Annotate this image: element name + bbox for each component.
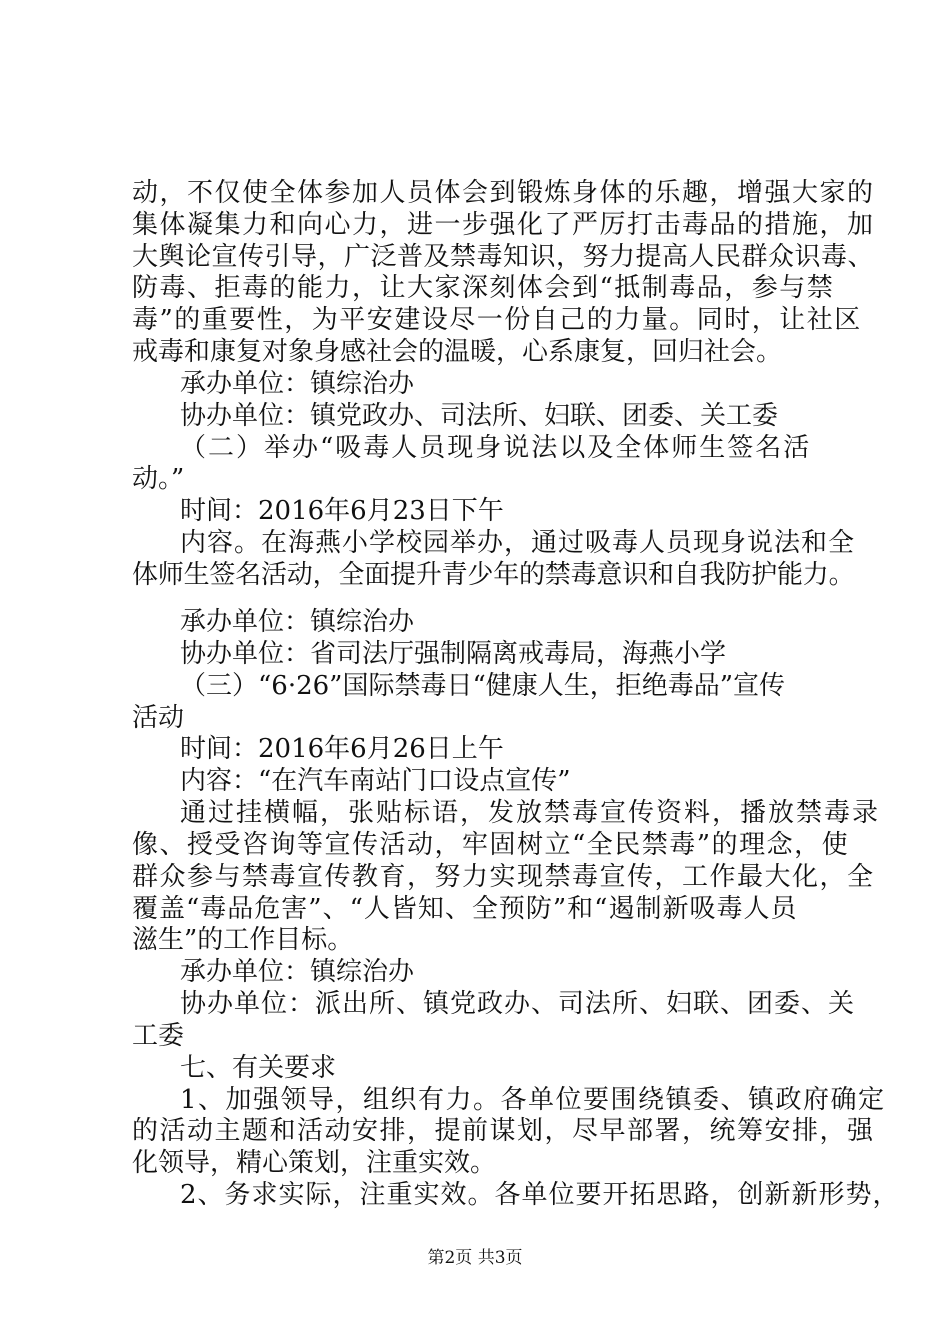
organizer-line: 承办单位：镇综治办 bbox=[180, 369, 415, 399]
time-line: 时间：2016年6月26日上午 bbox=[180, 734, 504, 764]
page-number-label: 第2页 共3页 bbox=[427, 1248, 523, 1268]
paragraph-line: 戒毒和康复对象身感社会的温暖，心系康复，回归社会。 bbox=[132, 337, 783, 367]
organizer-line: 承办单位：镇综治办 bbox=[180, 607, 415, 637]
co-organizer-line: 协办单位：镇党政办、司法所、妇联、团委、关工委 bbox=[180, 401, 779, 431]
paragraph-line: 毒”的重要性，为平安建设尽一份自己的力量。同时，让社区 bbox=[132, 305, 862, 335]
paragraph-line: 工委 bbox=[132, 1021, 185, 1051]
paragraph-line: 化领导，精心策划，注重实效。 bbox=[132, 1148, 497, 1178]
section-heading-3: （三）“6·26”国际禁毒日“健康人生，拒绝毒品”宣传 bbox=[180, 671, 786, 701]
paragraph-line: 体师生签名活动，全面提升青少年的禁毒意识和自我防护能力。 bbox=[132, 560, 855, 590]
time-line: 时间：2016年6月23日下午 bbox=[180, 496, 504, 526]
requirement-item-1: 1、加强领导，组织有力。各单位要围绕镇委、镇政府确定 bbox=[180, 1085, 886, 1115]
paragraph-line: 动，不仅使全体参加人员体会到锻炼身体的乐趣，增强大家的 bbox=[132, 178, 875, 208]
paragraph-line: 覆盖“毒品危害”、“人皆知、全预防”和“遏制新吸毒人员 bbox=[132, 894, 798, 924]
page-footer bbox=[0, 1247, 950, 1269]
paragraph-line: 防毒、拒毒的能力，让大家深刻体会到“抵制毒品，参与禁 bbox=[132, 273, 835, 303]
paragraph-line: 通过挂横幅，张贴标语，发放禁毒宣传资料，播放禁毒录 bbox=[180, 798, 881, 828]
section-heading-2: （二）举办“吸毒人员现身说法以及全体师生签名活 bbox=[180, 433, 812, 463]
paragraph-line: 滋生”的工作目标。 bbox=[132, 925, 354, 955]
content-line: 内容。在海燕小学校园举办，通过吸毒人员现身说法和全 bbox=[180, 528, 856, 558]
paragraph-line: 的活动主题和活动安排，提前谋划，尽早部署，统筹安排，强 bbox=[132, 1116, 875, 1146]
content-line: 内容：“在汽车南站门口设点宣传” bbox=[180, 766, 571, 796]
paragraph-line: 活动 bbox=[132, 703, 185, 733]
requirement-item-2: 2、务求实际，注重实效。各单位要开拓思路，创新新形势， bbox=[180, 1180, 900, 1210]
paragraph-line: 动。” bbox=[132, 464, 185, 494]
paragraph-line: 群众参与禁毒宣传教育，努力实现禁毒宣传，工作最大化，全 bbox=[132, 862, 875, 892]
section-heading-7: 七、有关要求 bbox=[180, 1053, 337, 1083]
co-organizer-line: 协办单位：派出所、镇党政办、司法所、妇联、团委、关 bbox=[180, 989, 856, 1019]
paragraph-line: 像、授受咨询等宣传活动，牢固树立“全民禁毒”的理念，使 bbox=[132, 830, 850, 860]
co-organizer-line: 协办单位：省司法厅强制隔离戒毒局，海燕小学 bbox=[180, 639, 727, 669]
paragraph-line: 集体凝集力和向心力，进一步强化了严厉打击毒品的措施，加 bbox=[132, 210, 875, 240]
paragraph-line: 大舆论宣传引导，广泛普及禁毒知识，努力提高人民群众识毒、 bbox=[132, 242, 875, 272]
organizer-line: 承办单位：镇综治办 bbox=[180, 957, 415, 987]
